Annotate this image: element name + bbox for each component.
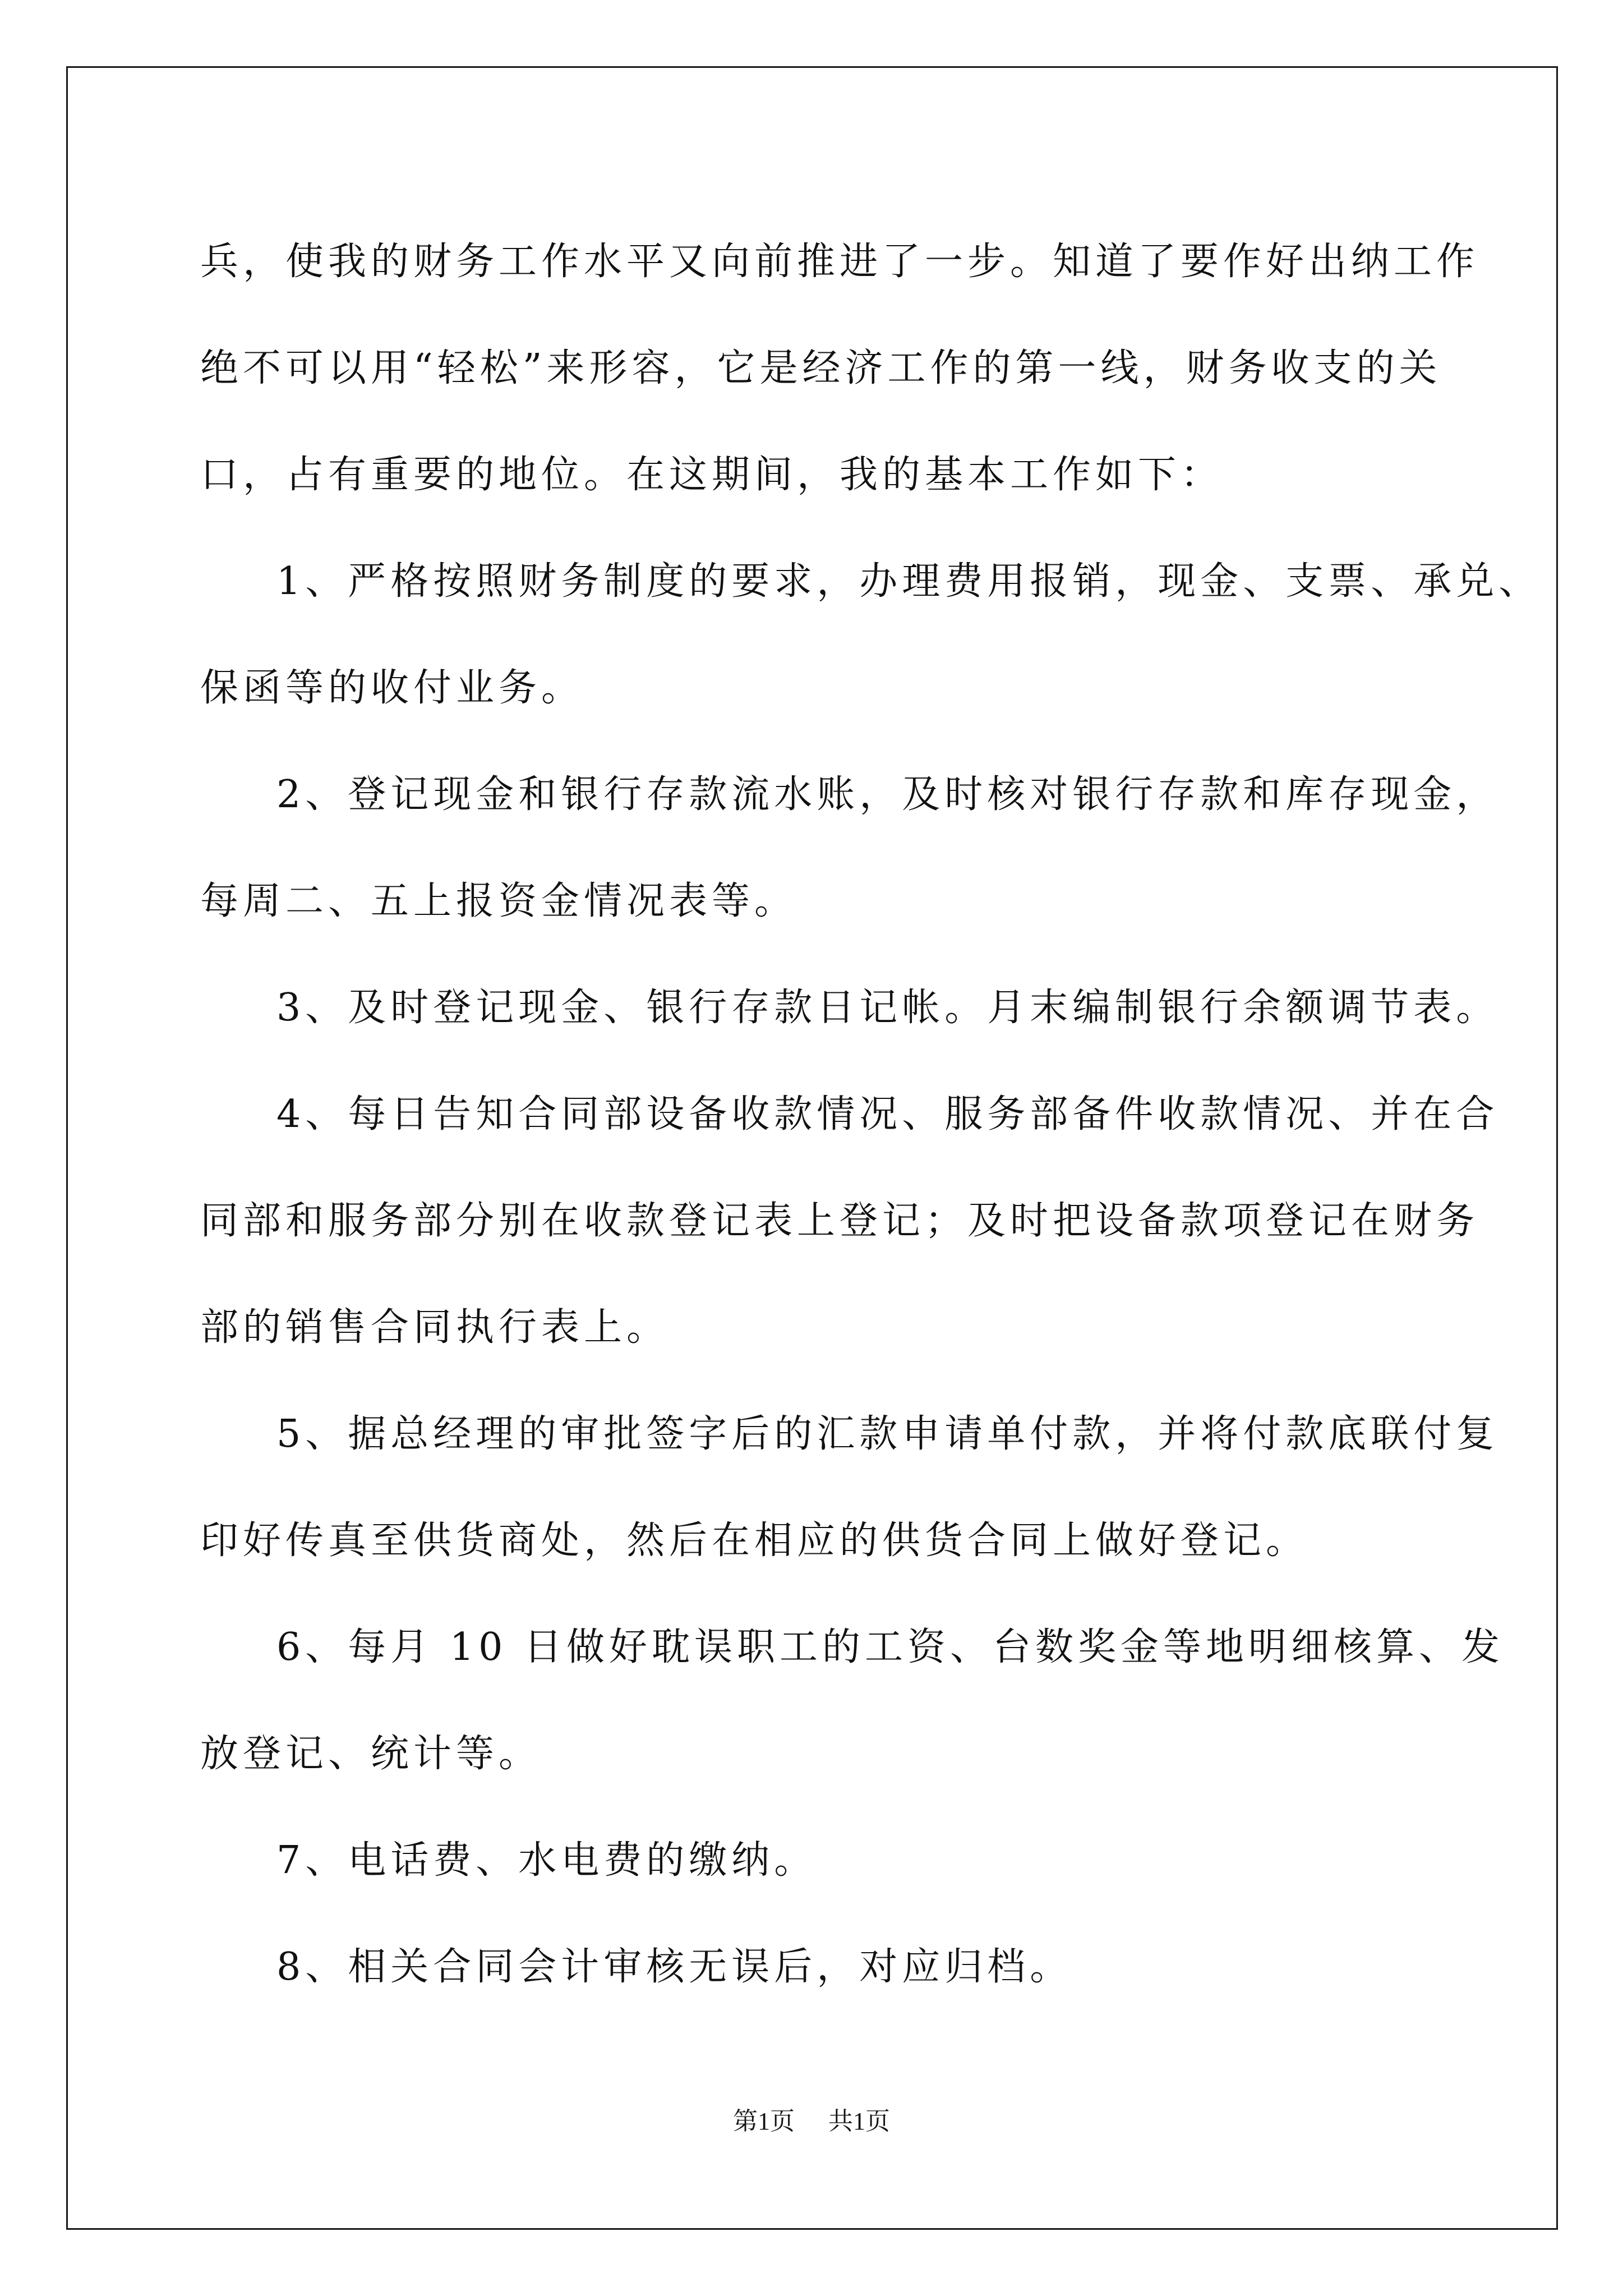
text-line: 绝不可以用“轻松”来形容，它是经济工作的第一线，财务收支的关 <box>200 346 1442 390</box>
list-item-4-line: 同部和服务部分别在收款登记表上登记；及时把设备款项登记在财务 <box>200 1199 1479 1243</box>
list-item-5-line: 5、据总经理的审批签字后的汇款申请单付款，并将付款底联付复 <box>276 1412 1499 1456</box>
text-line: 口，占有重要的地位。在这期间，我的基本工作如下： <box>200 453 1224 497</box>
list-item-3-line: 3、及时登记现金、银行存款日记帐。月末编制银行余额调节表。 <box>276 986 1499 1030</box>
list-item-4-line: 部的销售合同执行表上。 <box>200 1305 670 1350</box>
page-number: 第1页 <box>733 2108 795 2135</box>
list-item-8-line: 8、相关合同会计审核无误后，对应归档。 <box>276 1945 1073 1989</box>
list-item-7-line: 7、电话费、水电费的缴纳。 <box>276 1838 817 1883</box>
page-total: 共1页 <box>828 2108 890 2135</box>
list-item-2-line: 每周二、五上报资金情况表等。 <box>200 879 797 923</box>
list-item-2-line: 2、登记现金和银行存款流水账，及时核对银行存款和库存现金， <box>276 772 1499 817</box>
list-item-1-line: 1、严格按照财务制度的要求，办理费用报销，现金、支票、承兑、 <box>276 559 1542 604</box>
document-body <box>200 209 1542 2021</box>
list-item-6-line: 6、每月 10 日做好耽误职工的工资、台数奖金等地明细核算、发 <box>276 1625 1505 1669</box>
list-item-4-line: 4、每日告知合同部设备收款情况、服务部备件收款情况、并在合 <box>276 1092 1499 1137</box>
list-item-1-line: 保函等的收付业务。 <box>200 666 584 710</box>
page-footer <box>0 2101 1623 2137</box>
list-item-6-line: 放登记、统计等。 <box>200 1732 542 1776</box>
text-line: 兵，使我的财务工作水平又向前推进了一步。知道了要作好出纳工作 <box>200 240 1479 284</box>
list-item-5-line: 印好传真至供货商处，然后在相应的供货合同上做好登记。 <box>200 1519 1309 1563</box>
